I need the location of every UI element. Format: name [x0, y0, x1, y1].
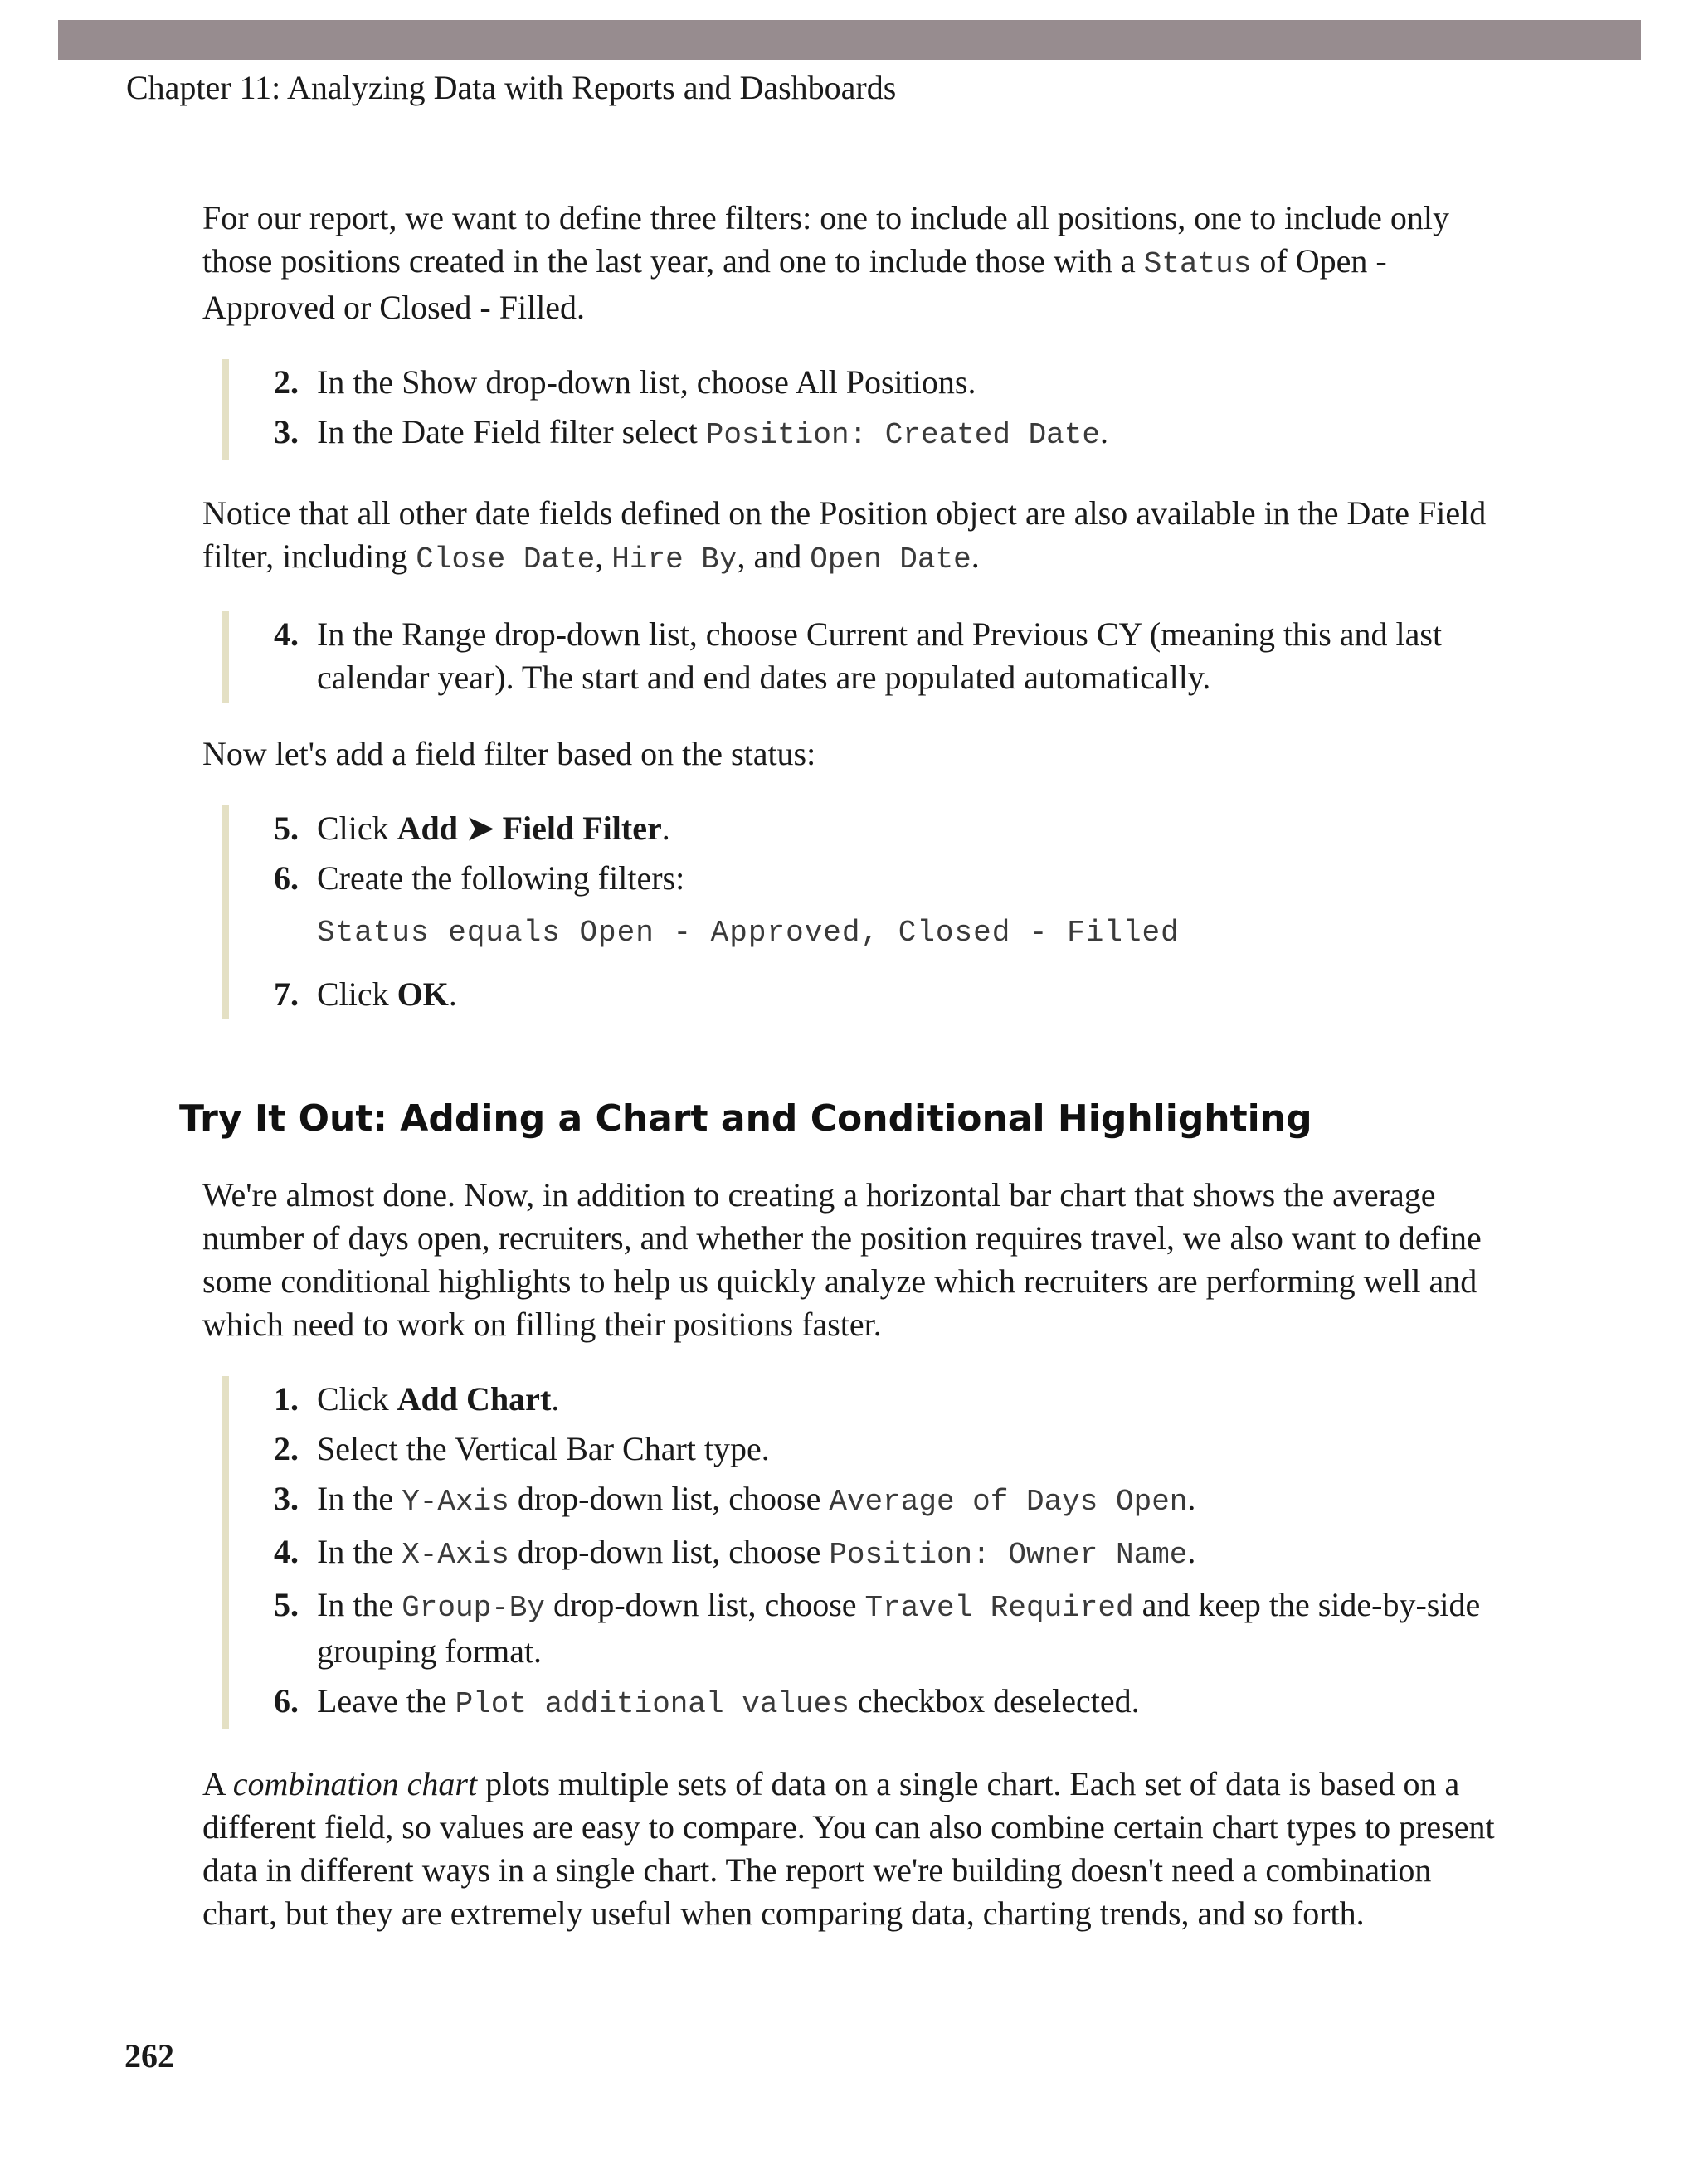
step-text: Select the Vertical Bar Chart type. — [317, 1430, 770, 1467]
step-text-pre: In the — [317, 1586, 402, 1623]
step-text-tail: . — [448, 975, 457, 1013]
menu-field-filter: Field Filter — [502, 810, 662, 847]
code-hire-by: Hire By — [611, 542, 738, 576]
step-d3 — [251, 1477, 1497, 1524]
step-text-tail: and keep the side-by-side grouping format. — [317, 1586, 1481, 1670]
step-text-pre: Leave the — [317, 1682, 455, 1719]
step-d5 — [251, 1583, 1497, 1673]
step-d6 — [251, 1680, 1497, 1726]
step-number: 6. — [274, 1682, 299, 1719]
step-text: Create the following filters: — [317, 859, 685, 897]
step-number: 7. — [274, 975, 299, 1013]
separator: , — [595, 537, 612, 575]
step-number: 2. — [274, 1430, 299, 1467]
code-travel-required: Travel Required — [864, 1591, 1134, 1625]
header-bar — [58, 20, 1641, 60]
code-average-days-open: Average of Days Open — [829, 1485, 1188, 1519]
now-paragraph: Now let's add a field filter based on the status: — [202, 735, 816, 772]
step-text-tail: . — [551, 1380, 560, 1418]
steps-group-c — [222, 805, 1497, 1019]
step-7 — [251, 973, 1497, 1016]
step-5 — [251, 807, 1497, 850]
step-number: 4. — [274, 1533, 299, 1570]
step-d1 — [251, 1378, 1497, 1421]
button-ok-label: OK — [397, 975, 449, 1013]
filter-code-line: Status equals Open - Approved, Closed - Filled — [317, 916, 1180, 950]
section-heading: Try It Out: Adding a Chart and Conditional Highlighting — [179, 1097, 1312, 1140]
code-x-axis: X-Axis — [402, 1538, 509, 1572]
step-text-tail: . — [1187, 1480, 1196, 1517]
step-2 — [251, 361, 1497, 404]
code-open-date: Open Date — [810, 542, 971, 576]
notice-text: Notice that all other date fields defined on the Position object are also available in the Date Field filter, including — [202, 494, 1487, 575]
combo-text: plots multiple sets of data on a single chart. Each set of data is based on a different field, so values are easy to compare. You can also combine certain chart types to present data in different ways in a single chart. The report we're building doesn't need a combination chart, but they are extremely useful when comparing data, charting trends, and so forth. — [202, 1765, 1495, 1932]
step-text-tail: . — [661, 810, 670, 847]
step-number: 2. — [274, 363, 299, 401]
menu-add: Add — [397, 810, 459, 847]
step-text-pre: Click — [317, 975, 397, 1013]
step-text — [317, 973, 1497, 1016]
step-d4 — [251, 1530, 1497, 1577]
steps-group-b — [222, 611, 1497, 703]
step-number: 4. — [274, 615, 299, 653]
step-number: 5. — [274, 810, 299, 847]
code-created-date: Position: Created Date — [705, 418, 1100, 452]
step-number: 1. — [274, 1380, 299, 1418]
step-text-pre: Click — [317, 810, 397, 847]
step-text-mid: drop-down list, choose — [509, 1533, 830, 1570]
arrow-right-icon: ➤ — [458, 810, 503, 847]
step-text-tail: . — [1100, 413, 1108, 450]
step-6 — [251, 857, 1497, 900]
step-number: 3. — [274, 413, 299, 450]
button-add-chart-label: Add Chart — [397, 1380, 552, 1418]
intro-text-2: of Open - Approved or Closed - Filled. — [202, 242, 1387, 326]
step-number: 5. — [274, 1586, 299, 1623]
page-number: 262 — [124, 2037, 174, 2075]
step-text-mid: drop-down list, choose — [509, 1480, 830, 1517]
step-text — [317, 1530, 1497, 1577]
intro-paragraph — [202, 197, 1497, 329]
step-text-tail: . — [1187, 1533, 1196, 1570]
step-text-pre: In the — [317, 1480, 402, 1517]
step-text-pre: In the — [317, 1533, 402, 1570]
steps-group-a — [222, 359, 1497, 460]
separator: , and — [737, 537, 811, 575]
step-d2 — [251, 1428, 1497, 1471]
step-text-mid: drop-down list, choose — [545, 1586, 865, 1623]
step-text — [317, 1583, 1497, 1673]
step-text: In the Show drop-down list, choose All Positions. — [317, 363, 976, 401]
step-number: 3. — [274, 1480, 299, 1517]
step-text: In the Range drop-down list, choose Current and Previous CY (meaning this and last calendar year). The start and end dates are populated automatically. — [317, 615, 1443, 696]
combination-chart-paragraph — [202, 1763, 1497, 1935]
step-text — [317, 411, 1497, 457]
code-status: Status — [1143, 247, 1252, 281]
term-combination-chart: combination chart — [232, 1765, 478, 1802]
step-text — [317, 1477, 1497, 1524]
step-text-pre: In the Date Field filter select — [317, 413, 706, 450]
step-number: 6. — [274, 859, 299, 897]
running-head: Chapter 11: Analyzing Data with Reports and Dashboards — [126, 69, 897, 106]
step-3 — [251, 411, 1497, 457]
intro-text-1: For our report, we want to define three filters: one to include all positions, one to include only those positions created in the last year, and one to include those with a — [202, 199, 1449, 280]
page-body — [179, 197, 1497, 1935]
code-close-date: Close Date — [416, 542, 596, 576]
step-4 — [251, 613, 1497, 699]
code-owner-name: Position: Owner Name — [829, 1538, 1188, 1572]
code-group-by: Group-By — [402, 1591, 546, 1625]
section-intro-paragraph: We're almost done. Now, in addition to creating a horizontal bar chart that shows the average number of days open, recruiters, and whether the position requires travel, we also want to define some conditional highlights to help us quickly analyze which recruiters are performing well and which need to work on filling their positions faster. — [202, 1176, 1482, 1343]
code-y-axis: Y-Axis — [402, 1485, 509, 1519]
step-text — [317, 807, 1497, 850]
step-text — [317, 1680, 1497, 1726]
notice-tail: . — [971, 537, 980, 575]
notice-paragraph — [202, 492, 1497, 581]
steps-group-d — [222, 1376, 1497, 1729]
combo-text-pre: A — [202, 1765, 233, 1802]
code-plot-additional-values: Plot additional values — [455, 1687, 850, 1721]
step-text — [317, 1378, 1497, 1421]
step-text-pre: Click — [317, 1380, 397, 1418]
step-text-tail: checkbox deselected. — [849, 1682, 1140, 1719]
